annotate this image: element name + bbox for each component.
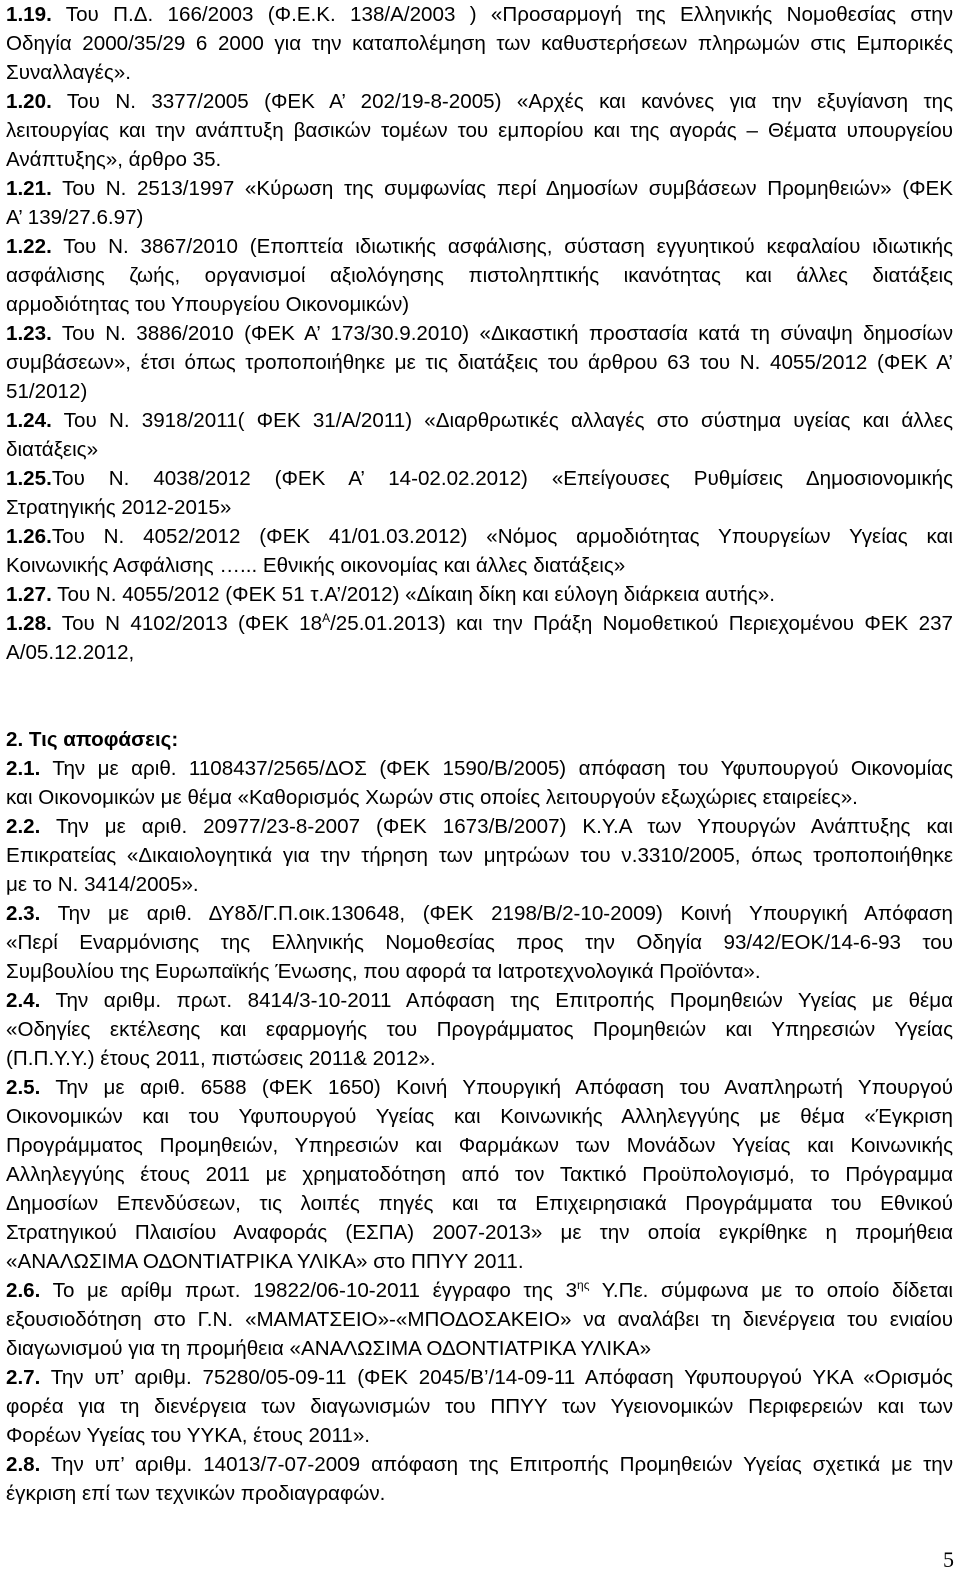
list-item	[6, 1015, 953, 1044]
list-item	[6, 638, 953, 667]
list-item	[6, 1160, 953, 1189]
superscript: Α	[322, 611, 331, 625]
item-text: Συναλλαγές».	[6, 61, 131, 84]
list-item	[6, 145, 953, 174]
item-number: 2.8.	[6, 1453, 41, 1476]
item-number: 2.1.	[6, 757, 41, 780]
item-text: Την με αριθ. 6588 (ΦΕΚ 1650) Κοινή Υπουργική Απόφαση του Αναπληρωτή Υπουργού	[40, 1076, 953, 1099]
item-text: με το Ν. 3414/2005».	[6, 873, 199, 896]
item-text: Οικονομικών και του Υφυπουργού Υγείας και Κοινωνικής Αλληλεγγύης με θέμα «Έγκριση	[6, 1105, 953, 1128]
item-text: διαγωνισμού για τη προμήθεια «ΑΝΑΛΩΣΙΜΑ ΟΔΟΝΤΙΑΤΡΙΚΑ ΥΛΙΚΑ»	[6, 1337, 652, 1360]
list-item	[6, 841, 953, 870]
list-item	[6, 319, 953, 348]
item-number: 1.27.	[6, 583, 52, 606]
list-item	[6, 1131, 953, 1160]
list-item	[6, 232, 953, 261]
list-item	[6, 783, 953, 812]
item-number: 2.2.	[6, 815, 41, 838]
list-item	[6, 1450, 953, 1479]
item-text: Ανάπτυξης», άρθρο 35.	[6, 148, 222, 171]
list-item	[6, 1305, 953, 1334]
item-number: 1.22.	[6, 235, 52, 258]
list-item	[6, 1479, 953, 1508]
item-text: Στρατηγικού Πλαισίου Αναφοράς (ΕΣΠΑ) 2007-2013» με την οποία εγκρίθηκε η προμήθεια	[6, 1221, 953, 1244]
item-text: 51/2012)	[6, 380, 88, 403]
item-text: Οδηγία 2000/35/29 6 2000 για την καταπολέμηση των καθυστερήσεων πληρωμών στις Εμπορικές	[6, 32, 953, 55]
item-text: συμβάσεων», έτσι όπως τροποποιήθηκε με τις διατάξεις του άρθρου 63 του Ν. 4055/2012 (ΦΕΚ Α’	[6, 351, 953, 374]
item-number: 1.25.	[6, 467, 52, 490]
list-item	[6, 1102, 953, 1131]
item-text: Την υπ’ αριθμ. 14013/7-07-2009 απόφαση της Επιτροπής Προμηθειών Υγείας σχετικά με την	[40, 1453, 953, 1476]
item-number: 1.23.	[6, 322, 52, 345]
item-text: Την αριθμ. πρωτ. 8414/3-10-2011 Απόφαση της Επιτροπής Προμηθειών Υγείας με θέμα	[40, 989, 953, 1012]
page-number: 5	[943, 1547, 954, 1572]
item-text: Του Ν. 3867/2010 (Εποπτεία ιδιωτικής ασφάλισης, σύσταση εγγυητικού κεφαλαίου ιδιωτικής	[51, 235, 953, 258]
list-item	[6, 116, 953, 145]
item-number: 1.24.	[6, 409, 52, 432]
item-text: Του Ν. 4038/2012 (ΦΕΚ Α’ 14-02.02.2012) «Επείγουσες Ρυθμίσεις Δημοσιονομικής	[51, 467, 953, 490]
list-item	[6, 290, 953, 319]
item-number: 1.20.	[6, 90, 52, 113]
list-item	[6, 406, 953, 435]
item-text: Υ.Πε. σύμφωνα με το οποίο δίδεται	[589, 1279, 953, 1302]
item-text: Την με αριθ. 1108437/2565/ΔΟΣ (ΦΕΚ 1590/Β/2005) απόφαση του Υφυπουργού Οικονομίας	[40, 757, 953, 780]
list-item	[6, 551, 953, 580]
section-heading: 2. Τις αποφάσεις:	[6, 728, 179, 751]
item-text: Του Ν. 3886/2010 (ΦΕΚ Α’ 173/30.9.2010) «Δικαστική προστασία κατά τη σύναψη δημοσίων	[51, 322, 953, 345]
item-text: Προγράμματος Προμηθειών, Υπηρεσιών και Φαρμάκων των Μονάδων Υγείας και Κοινωνικής	[6, 1134, 953, 1157]
item-text: Συμβουλίου της Ευρωπαϊκής Ένωσης, που αφορά τα Ιατροτεχνολογικά Προϊόντα».	[6, 960, 761, 983]
list-item	[6, 580, 953, 609]
item-number: 2.3.	[6, 902, 41, 925]
list-item	[6, 203, 953, 232]
list-item	[6, 29, 953, 58]
list-item	[6, 174, 953, 203]
item-text: «Οδηγίες εκτέλεσης και εφαρμογής του Προγράμματος Προμηθειών και Υπηρεσιών Υγείας	[6, 1018, 953, 1041]
item-text: Δημοσίων Επενδύσεων, τις λοιπές πηγές και τα Επιχειρησιακά Προγράμματα του Εθνικού	[6, 1192, 953, 1215]
item-text: /25.01.2013) και την Πράξη Νομοθετικού Περιεχομένου ΦΕΚ 237	[330, 612, 953, 635]
list-item	[6, 928, 953, 957]
list-item	[6, 609, 953, 638]
item-text: Κοινωνικής Ασφάλισης …... Εθνικής οικονομίας και άλλες διατάξεις»	[6, 554, 626, 577]
item-text: «Περί Εναρμόνισης της Ελληνικής Νομοθεσίας προς την Οδηγία 93/42/ΕΟΚ/14-6-93 του	[6, 931, 953, 954]
item-text: Επικρατείας «Δικαιολογητικά για την τήρηση των μητρώων του ν.3310/2005, όπως τροποποιήθηκε	[6, 844, 953, 867]
item-text: Του Π.Δ. 166/2003 (Φ.Ε.Κ. 138/Α/2003 ) «Προσαρμογή της Ελληνικής Νομοθεσίας στην	[51, 3, 953, 26]
item-text: έγκριση επί των τεχνικών προδιαγραφών.	[6, 1482, 386, 1505]
item-number: 1.21.	[6, 177, 52, 200]
list-item	[6, 1247, 953, 1276]
list-item	[6, 899, 953, 928]
item-text: λειτουργίας και την ανάπτυξη βασικών τομέων του εμπορίου και της αγοράς – Θέματα υπουργείου	[6, 119, 953, 142]
item-text: Α/05.12.2012,	[6, 641, 135, 664]
list-item	[6, 1334, 953, 1363]
list-item	[6, 957, 953, 986]
list-item	[6, 1044, 953, 1073]
superscript: ης	[577, 1278, 590, 1292]
list-item	[6, 754, 953, 783]
list-item	[6, 1189, 953, 1218]
item-text: «ΑΝΑΛΩΣΙΜΑ ΟΔΟΝΤΙΑΤΡΙΚΑ ΥΛΙΚΑ» στο ΠΠΥΥ 2011.	[6, 1250, 524, 1273]
list-item	[6, 1392, 953, 1421]
item-text: Φορέων Υγείας του ΥΥΚΑ, έτους 2011».	[6, 1424, 370, 1447]
list-item	[6, 493, 953, 522]
item-number: 1.28.	[6, 612, 52, 635]
list-item	[6, 1073, 953, 1102]
item-number: 2.7.	[6, 1366, 41, 1389]
list-item	[6, 435, 953, 464]
list-item	[6, 1218, 953, 1247]
item-text: Του Ν. 3918/2011( ΦΕΚ 31/Α/2011) «Διαρθρωτικές αλλαγές στο σύστημα υγείας και άλλες	[51, 409, 953, 432]
list-item	[6, 464, 953, 493]
list-item	[6, 58, 953, 87]
list-item	[6, 348, 953, 377]
item-text: Του Ν. 4052/2012 (ΦΕΚ 41/01.03.2012) «Νόμος αρμοδιότητας Υπουργείων Υγείας και	[51, 525, 953, 548]
list-item	[6, 0, 953, 29]
list-item	[6, 870, 953, 899]
list-item	[6, 812, 953, 841]
item-text: εξουσιοδότηση στο Γ.Ν. «ΜΑΜΑΤΣΕΙΟ»-«ΜΠΟΔΟΣΑΚΕΙΟ» να αναλάβει τη διενέργεια του ενιαίου	[6, 1308, 953, 1331]
item-text: διατάξεις»	[6, 438, 99, 461]
list-item	[6, 986, 953, 1015]
item-text: Του Ν. 2513/1997 «Κύρωση της συμφωνίας περί Δημοσίων συμβάσεων Προμηθειών» (ΦΕΚ	[51, 177, 953, 200]
list-item	[6, 1276, 953, 1305]
item-text: αρμοδιότητας του Υπουργείου Οικονομικών)	[6, 293, 410, 316]
list-item	[6, 377, 953, 406]
item-text: Την με αριθ. ΔΥ8δ/Γ.Π.οικ.130648, (ΦΕΚ 2198/Β/2-10-2009) Κοινή Υπουργική Απόφαση	[40, 902, 953, 925]
list-item	[6, 87, 953, 116]
list-item	[6, 1363, 953, 1392]
item-number: 1.26.	[6, 525, 52, 548]
item-text: Του Ν. 4055/2012 (ΦΕΚ 51 τ.Α’/2012) «Δίκαιη δίκη και εύλογη διάρκεια αυτής».	[51, 583, 775, 606]
item-text: Στρατηγικής 2012-2015»	[6, 496, 232, 519]
item-text: Αλληλεγγύης έτους 2011 με χρηματοδότηση από τον Τακτικό Προϋπολογισμό, το Πρόγραμμα	[6, 1163, 953, 1186]
item-text: (Π.Π.Υ.Υ.) έτους 2011, πιστώσεις 2011& 2012».	[6, 1047, 436, 1070]
item-text: Α’ 139/27.6.97)	[6, 206, 144, 229]
item-number: 2.4.	[6, 989, 41, 1012]
list-item	[6, 1421, 953, 1450]
item-text: Το με αρίθμ πρωτ. 19822/06-10-2011 έγγραφο της 3	[40, 1279, 578, 1302]
item-number: 2.6.	[6, 1279, 41, 1302]
item-text: Την υπ’ αριθμ. 75280/05-09-11 (ΦΕΚ 2045/Β’/14-09-11 Απόφαση Υφυπουργού ΥΚΑ «Ορισμός	[40, 1366, 953, 1389]
item-number: 1.19.	[6, 3, 52, 26]
item-text: ασφάλισης ζωής, οργανισμοί αξιολόγησης πιστοληπτικής ικανότητας και άλλες διατάξεις	[6, 264, 953, 287]
item-text: Του Ν 4102/2013 (ΦΕΚ 18	[51, 612, 323, 635]
item-text: και Οικονομικών με θέμα «Καθορισμός Χωρών στις οποίες λειτουργούν εξωχώριες εταιρείες».	[6, 786, 858, 809]
item-text: Την με αριθ. 20977/23-8-2007 (ΦΕΚ 1673/Β/2007) Κ.Υ.Α των Υπουργών Ανάπτυξης και	[40, 815, 953, 838]
item-text: Του Ν. 3377/2005 (ΦΕΚ Α’ 202/19-8-2005) «Αρχές και κανόνες για την εξυγίανση της	[51, 90, 953, 113]
list-item	[6, 261, 953, 290]
list-item	[6, 522, 953, 551]
item-text: φορέα για τη διενέργεια των διαγωνισμών του ΠΠΥΥ των Υγειονομικών Περιφερειών και των	[6, 1395, 953, 1418]
item-number: 2.5.	[6, 1076, 41, 1099]
